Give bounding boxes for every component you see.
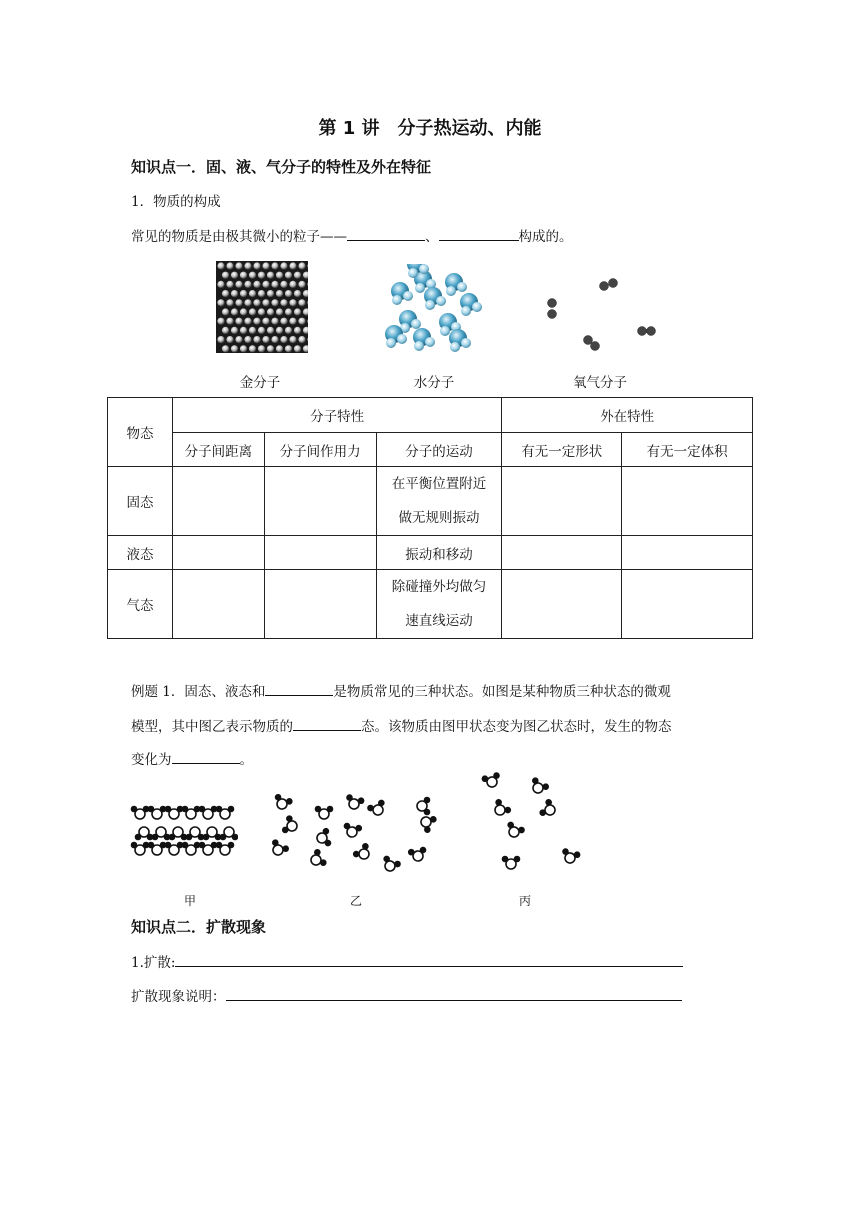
header-external-properties: 外在特性 xyxy=(502,398,753,433)
subheader-motion: 分子的运动 xyxy=(376,433,502,467)
section-heading-2: 知识点二．扩散现象 xyxy=(131,918,267,936)
cell-blank[interactable] xyxy=(264,467,376,536)
fill-blank-2[interactable] xyxy=(439,225,519,241)
sentence-start: 常见的物质是由极其微小的粒子—— xyxy=(131,229,347,245)
page-title: 第 1 讲 分子热运动、内能 xyxy=(318,118,542,139)
subheader-shape: 有无一定形状 xyxy=(502,433,622,467)
example-text: 。 xyxy=(239,752,253,768)
cell-blank[interactable] xyxy=(622,570,753,639)
cell-blank[interactable] xyxy=(502,570,622,639)
cell-blank[interactable] xyxy=(622,536,753,570)
subheading-composition: 1．物质的构成 xyxy=(131,194,221,210)
example-text: 例题 1．固态、液态和 xyxy=(131,684,266,700)
liquid-state-model xyxy=(264,790,444,875)
example-text: 态。该物质由图甲状态变为图乙状态时，发生的物态 xyxy=(361,719,672,735)
caption-solid: 甲 xyxy=(184,894,197,908)
cell-blank[interactable] xyxy=(502,536,622,570)
gas-state-model xyxy=(476,770,586,875)
state-gas: 气态 xyxy=(108,570,173,639)
example-line-1 xyxy=(131,680,671,700)
cell-blank[interactable] xyxy=(172,467,264,536)
water-molecule-image xyxy=(378,264,490,352)
state-liquid: 液态 xyxy=(108,536,173,570)
section-heading-1: 知识点一．固、液、气分子的特性及外在特征 xyxy=(131,158,432,176)
motion-line: 做无规则振动 xyxy=(398,510,480,526)
example-text: 是物质常见的三种状态。如图是某种物质三种状态的微观 xyxy=(333,684,671,700)
state-solid: 固态 xyxy=(108,467,173,536)
example-text: 变化为 xyxy=(131,752,172,768)
cell-blank[interactable] xyxy=(622,467,753,536)
subheader-force: 分子间作用力 xyxy=(264,433,376,467)
motion-line: 除碰撞外均做匀 xyxy=(391,579,487,595)
header-state: 物态 xyxy=(108,398,173,467)
cell-blank[interactable] xyxy=(264,536,376,570)
fill-blank-1[interactable] xyxy=(347,225,425,241)
table-row xyxy=(108,536,753,570)
header-molecular-properties: 分子特性 xyxy=(172,398,501,433)
caption-gold: 金分子 xyxy=(239,375,281,391)
example-line-3 xyxy=(131,748,253,768)
motion-line: 速直线运动 xyxy=(405,613,473,629)
table-row xyxy=(108,570,753,639)
caption-liquid: 乙 xyxy=(350,894,363,908)
fill-blank-7[interactable] xyxy=(226,985,682,1001)
fill-blank-3[interactable] xyxy=(265,680,333,696)
caption-oxygen: 氧气分子 xyxy=(573,375,627,391)
cell-blank[interactable] xyxy=(502,467,622,536)
cell-motion xyxy=(376,570,502,639)
oxygen-molecule-image xyxy=(540,272,665,357)
fill-blank-6[interactable] xyxy=(175,951,683,967)
subheader-volume: 有无一定体积 xyxy=(622,433,753,467)
sentence-end: 构成的。 xyxy=(518,229,573,245)
cell-blank[interactable] xyxy=(172,536,264,570)
caption-gas: 丙 xyxy=(519,894,532,908)
sentence-separator: 、 xyxy=(425,229,439,245)
subheader-distance: 分子间距离 xyxy=(172,433,264,467)
fill-blank-5[interactable] xyxy=(172,748,240,764)
caption-water: 水分子 xyxy=(413,375,455,391)
diffusion-explanation-label: 扩散现象说明： xyxy=(131,989,226,1005)
cell-blank[interactable] xyxy=(264,570,376,639)
example-line-2 xyxy=(131,715,672,735)
fill-blank-4[interactable] xyxy=(293,715,361,731)
gold-molecule-image xyxy=(216,261,308,353)
motion-line: 在平衡位置附近 xyxy=(391,476,487,492)
table-row xyxy=(108,467,753,536)
solid-state-model xyxy=(130,800,238,860)
cell-motion: 振动和移动 xyxy=(376,536,502,570)
diffusion-explanation-line xyxy=(131,985,691,1005)
diffusion-label: 1.扩散: xyxy=(131,955,176,971)
composition-sentence xyxy=(131,225,573,245)
cell-blank[interactable] xyxy=(172,570,264,639)
states-table xyxy=(107,397,753,639)
cell-motion xyxy=(376,467,502,536)
diffusion-definition-line xyxy=(131,951,691,971)
example-text: 模型，其中图乙表示物质的 xyxy=(131,719,293,735)
